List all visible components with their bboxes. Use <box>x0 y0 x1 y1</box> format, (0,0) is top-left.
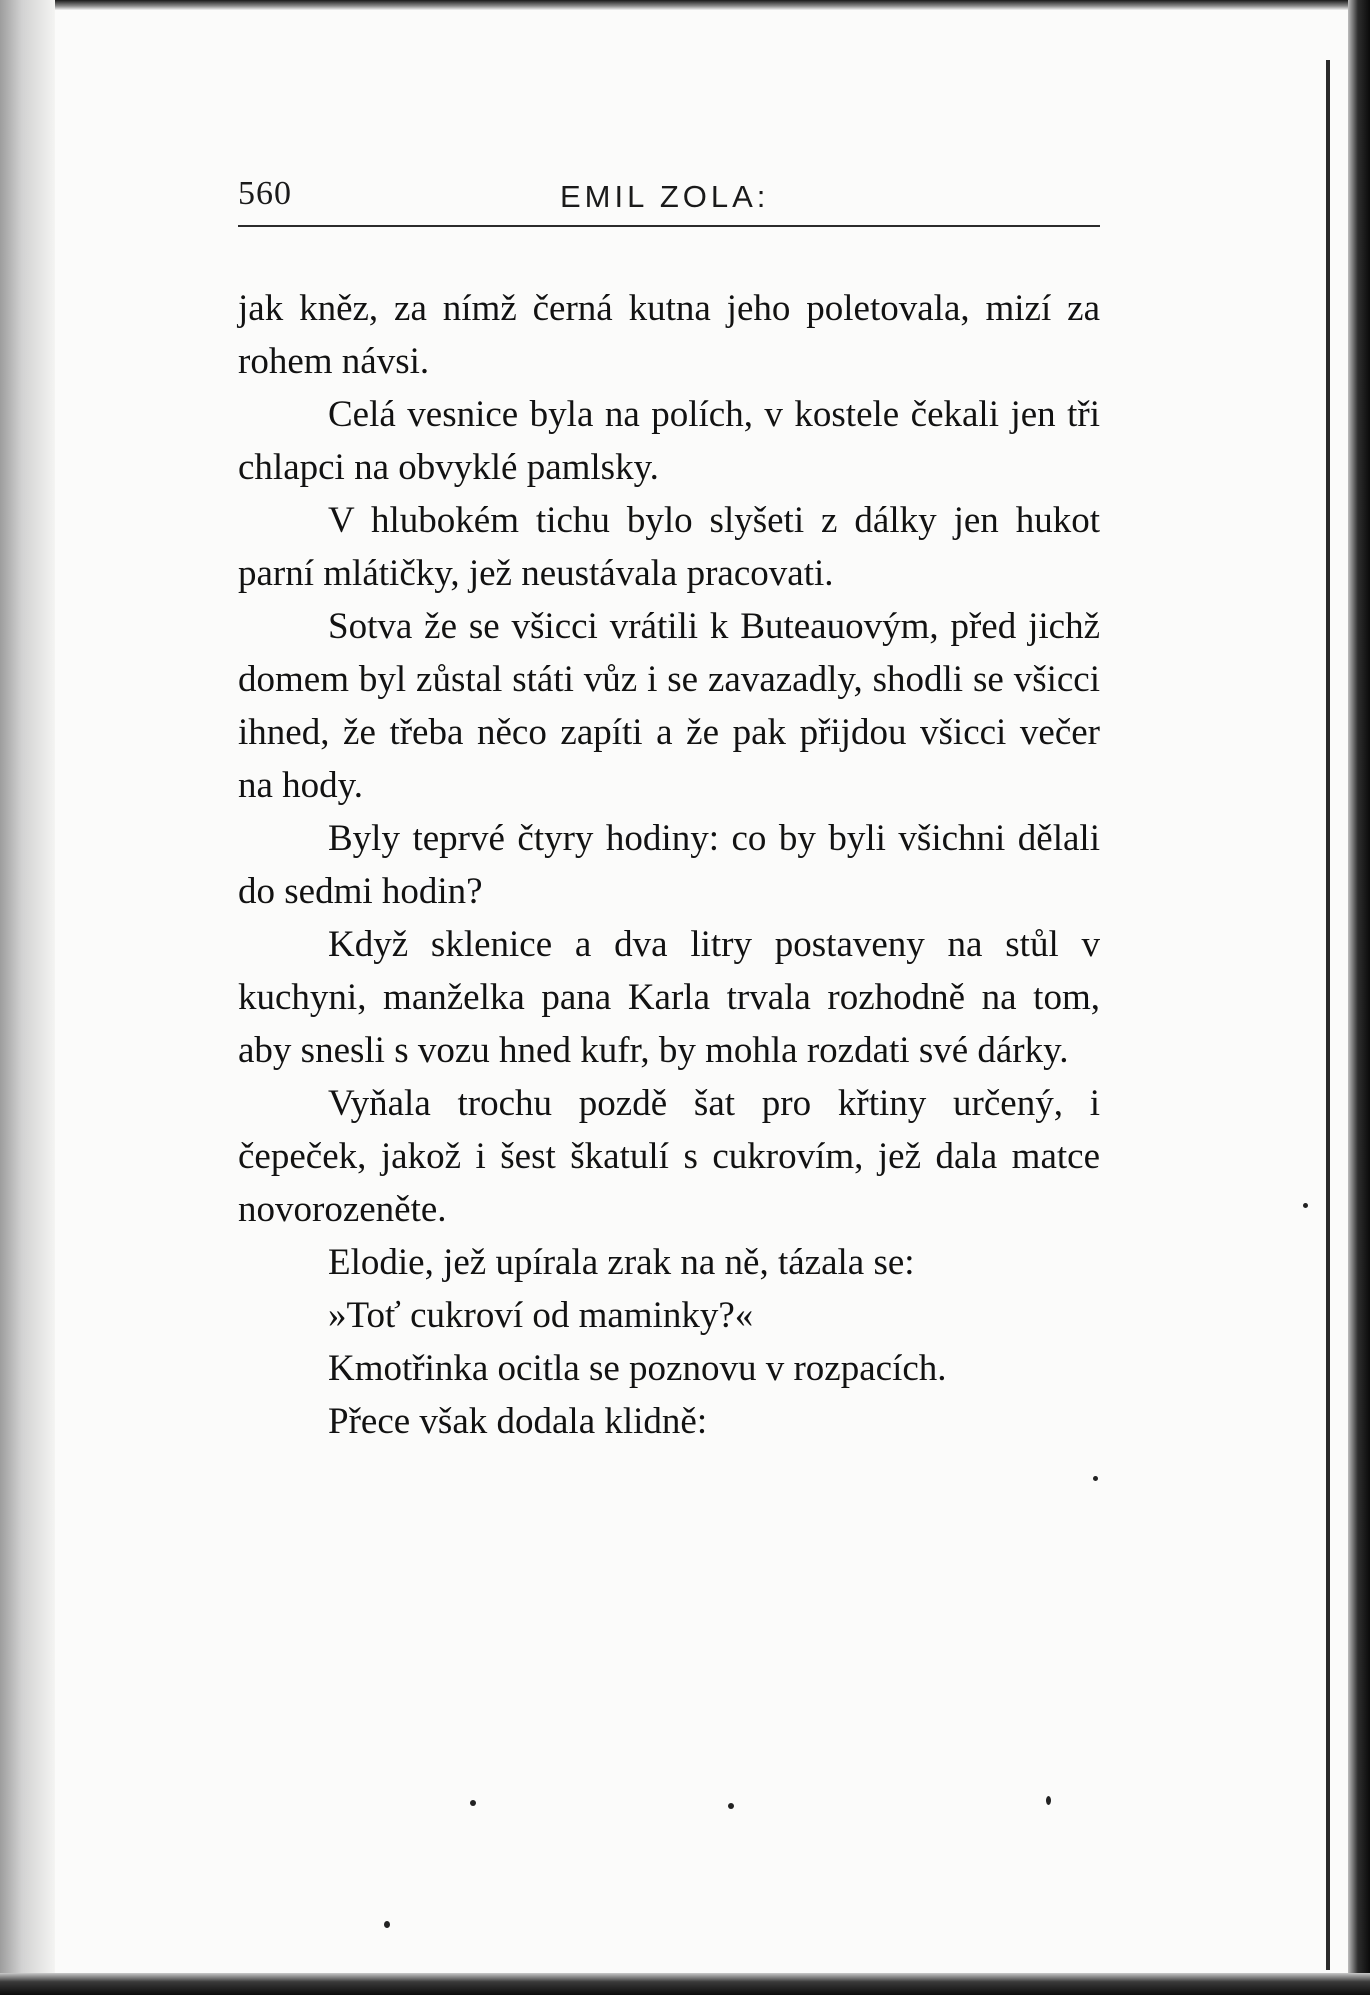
header-rule <box>238 225 1100 227</box>
page-number: 560 <box>238 175 292 212</box>
paragraph: Když sklenice a dva litry postaveny na stůl v kuchyni, manželka pana Karla trvala rozhodně na tom, aby snesli s vozu hned kufr, by mohla rozdati své dárky. <box>238 924 1100 1071</box>
paragraph: V hlubokém tichu bylo slyšeti z dálky jen hukot parní mlátičky, jež neustávala pracovati. <box>238 500 1100 594</box>
paragraph: Elodie, jež upírala zrak na ně, tázala se: <box>328 1242 915 1283</box>
paragraph: »Toť cukroví od maminky?« <box>328 1295 754 1336</box>
page-header <box>238 173 1100 223</box>
paragraph: Celá vesnice byla na polích, v kostele čekali jen tři chlapci na obvyklé pamlsky. <box>238 394 1100 488</box>
scan-speck <box>1046 1796 1051 1805</box>
paragraph: Sotva že se všicci vrátili k Buteauovým, před jichž domem byl zůstal státi vůz i se zavazadly, shodli se všicci ihned, že třeba něco zapíti a že pak přijdou všicci večer na hody. <box>238 606 1100 806</box>
paragraph: jak kněz, za nímž černá kutna jeho poletovala, mizí za rohem návsi. <box>238 288 1100 382</box>
scan-border-left <box>0 0 55 1995</box>
scan-speck <box>470 1800 476 1806</box>
scan-speck <box>1093 1476 1098 1481</box>
running-head: EMIL ZOLA: <box>560 179 770 214</box>
paragraph: Přece však dodala klidně: <box>328 1401 708 1442</box>
scan-border-right <box>1348 0 1370 1995</box>
body-text <box>238 282 1100 1448</box>
paragraph: Vyňala trochu pozdě šat pro křtiny určený, i čepeček, jakož i šest škatulí s cukrovím, jež dala matce novorozeněte. <box>238 1083 1100 1230</box>
page-edge-line <box>1326 60 1330 1970</box>
scan-border-top <box>0 0 1370 10</box>
paragraph: Kmotřinka ocitla se poznovu v rozpacích. <box>328 1348 947 1389</box>
paragraph: Byly teprvé čtyry hodiny: co by byli všichni dělali do sedmi hodin? <box>238 818 1100 912</box>
scan-speck <box>728 1803 734 1809</box>
scan-border-bottom <box>0 1973 1370 1995</box>
scan-speck <box>1303 1203 1308 1208</box>
scan-speck <box>384 1921 390 1928</box>
